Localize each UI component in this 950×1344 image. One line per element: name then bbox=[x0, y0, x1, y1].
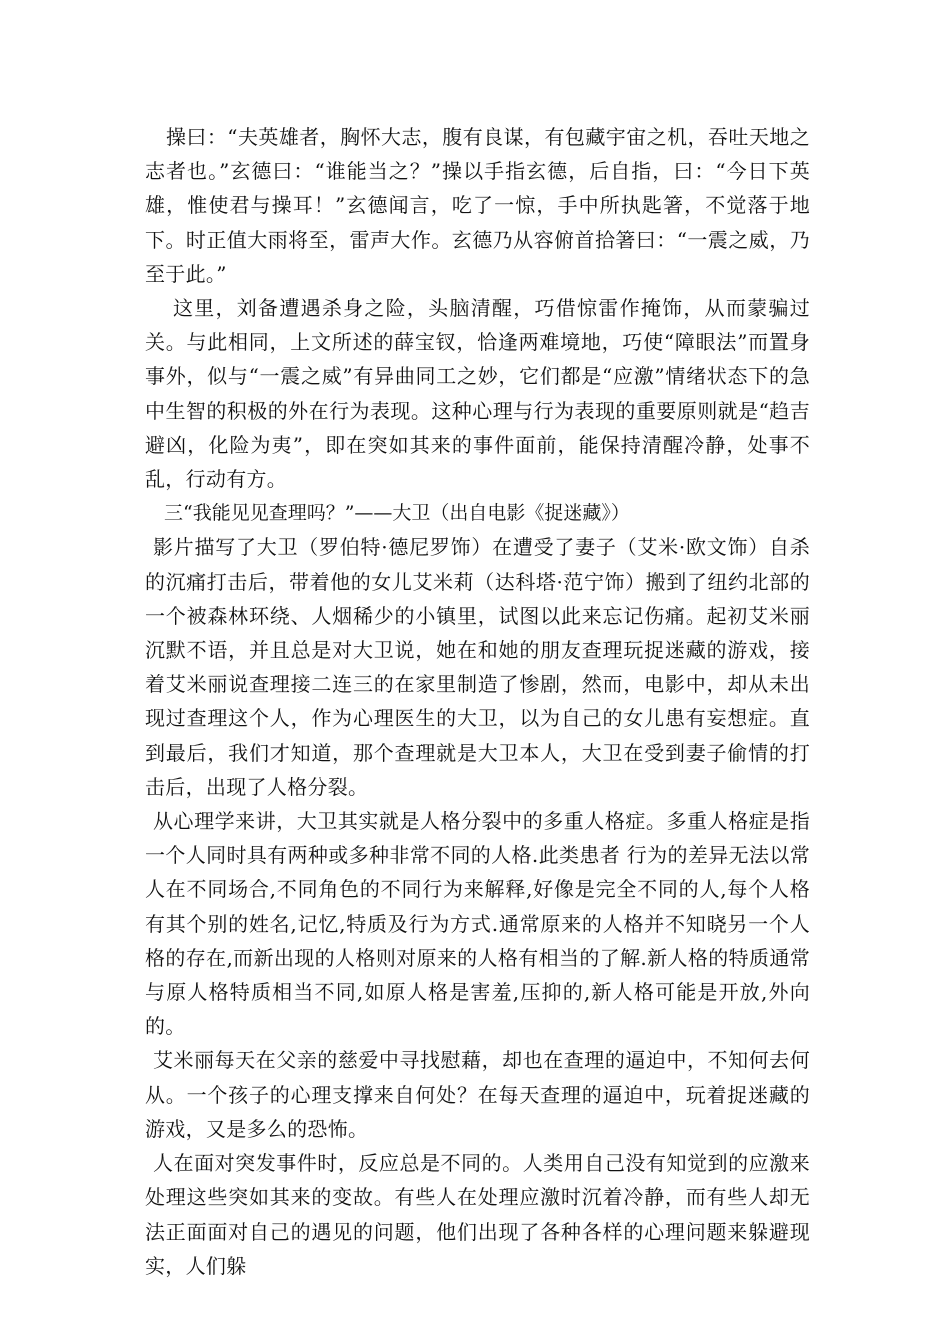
paragraph-stress-response: 人在面对突发事件时，反应总是不同的。人类用自己没有知觉到的应激来处理这些突如其来的变故。有些人在处理应激时沉着冷静，而有些人却无法正面面对自己的遇见的问题，他们出现了各种各样的心理问题来躲避现实，人们躲 bbox=[145, 1151, 810, 1278]
paragraph-emily: 艾米丽每天在父亲的慈爱中寻找慰藉，却也在查理的逼迫中，不知何去何从。一个孩子的心理支撑来自何处？在每天查理的逼迫中，玩着捉迷藏的游戏，又是多么的恐怖。 bbox=[145, 1048, 810, 1141]
document-page bbox=[145, 120, 810, 1283]
paragraph-liu-bei-analysis: 这里，刘备遭遇杀身之险，头脑清醒，巧借惊雷作掩饰，从而蒙骗过关。与此相同，上文所述的薛宝钗，恰逢两难境地，巧使“障眼法”而置身事外，似与“一震之威”有异曲同工之妙，它们都是“应激”情绪状态下的急中生智的积极的外在行为表现。这种心理与行为表现的重要原则就是“趋吉避凶，化险为夷”，即在突如其来的事件面前，能保持清醒冷静，处事不乱，行动有方。 bbox=[145, 296, 810, 492]
paragraph-cao-cao-dialogue: 操曰：“夫英雄者，胸怀大志，腹有良谋，有包藏宇宙之机，吞吐天地之志者也。”玄德曰：“谁能当之？”操以手指玄德，后自指，曰：“今日下英雄，惟使君与操耳！”玄德闻言，吃了一惊，手中所执匙箸，不觉落于地下。时正值大雨将至，雷声大作。玄德乃从容俯首拾箸曰：“一震之威，乃至于此。” bbox=[145, 125, 810, 286]
paragraph-film-summary: 影片描写了大卫（罗伯特·德尼罗饰）在遭受了妻子（艾米·欧文饰）自杀的沉痛打击后，带着他的女儿艾米莉（达科塔·范宁饰）搬到了纽约北部的一个被森林环绕、人烟稀少的小镇里，试图以此来忘记伤痛。起初艾米丽沉默不语，并且总是对大卫说，她在和她的朋友查理玩捉迷藏的游戏，接着艾米丽说查理接二连三的在家里制造了惨剧，然而，电影中，却从未出现过查理这个人，作为心理医生的大卫，以为自己的女儿患有妄想症。直到最后，我们才知道，那个查理就是大卫本人，大卫在受到妻子偷情的打击后，出现了人格分裂。 bbox=[145, 535, 810, 799]
section-heading-three: 三“我能见见查理吗？”——大卫（出自电影《捉迷藏》） bbox=[164, 502, 630, 525]
paragraph-multiple-personality: 从心理学来讲，大卫其实就是人格分裂中的多重人格症。多重人格症是指一个人同时具有两种或多种非常不同的人格.此类患者 行为的差异无法以常人在不同场合,不同角色的不同行为来解释,好像是完全不同的人,每个人格有其个别的姓名,记忆,特质及行为方式.通常原来的人格并不知晓另一个人格的存在,而新出现的人格则对原来的人格有相当的了解.新人格的特质通常与原人格特质相当不同,如原人格是害羞,压抑的,新人格可能是开放,外向的。 bbox=[145, 809, 810, 1039]
